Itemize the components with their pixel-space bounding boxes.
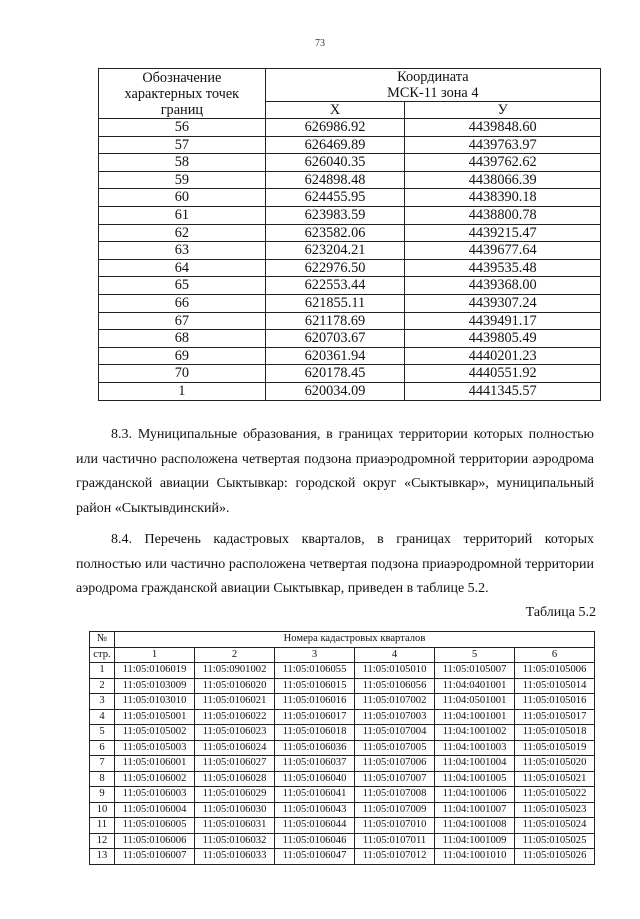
cadastral-number-cell: 11:05:0105006 xyxy=(515,663,595,679)
cadastral-number-cell: 11:05:0106036 xyxy=(275,740,355,756)
cadastral-number-cell: 11:05:0106047 xyxy=(275,849,355,865)
cad-row xyxy=(90,802,595,818)
x-coordinate-cell: 623204.21 xyxy=(265,242,405,260)
coord-row xyxy=(99,259,601,277)
cadastral-number-cell: 11:05:0107002 xyxy=(355,694,435,710)
cadastral-number-cell: 11:05:0107009 xyxy=(355,802,435,818)
point-number-cell: 68 xyxy=(99,330,266,348)
cad-row xyxy=(90,709,595,725)
y-coordinate-cell: 4438800.78 xyxy=(405,206,601,224)
cadastral-number-cell: 11:05:0105024 xyxy=(515,818,595,834)
cadastral-number-cell: 11:05:0106017 xyxy=(275,709,355,725)
x-coordinate-cell: 626469.89 xyxy=(265,136,405,154)
cadastral-number-cell: 11:05:0106037 xyxy=(275,756,355,772)
cadastral-number-cell: 11:05:0105017 xyxy=(515,709,595,725)
cadastral-number-cell: 11:05:0106003 xyxy=(115,787,195,803)
coord-row xyxy=(99,312,601,330)
y-coordinate-cell: 4439763.97 xyxy=(405,136,601,154)
cadastral-number-cell: 11:05:0105019 xyxy=(515,740,595,756)
point-number-cell: 1 xyxy=(99,382,266,400)
cadastral-number-cell: 11:05:0106002 xyxy=(115,771,195,787)
cadastral-number-cell: 11:05:0901002 xyxy=(195,663,275,679)
coordinates-table xyxy=(98,68,601,401)
cadastral-number-cell: 11:05:0106046 xyxy=(275,833,355,849)
y-coordinate-cell: 4439677.64 xyxy=(405,242,601,260)
row-number-cell: 2 xyxy=(90,678,115,694)
y-coordinate-cell: 4438066.39 xyxy=(405,171,601,189)
point-number-cell: 67 xyxy=(99,312,266,330)
cadastral-number-cell: 11:04:1001002 xyxy=(435,725,515,741)
cadastral-number-cell: 11:05:0106016 xyxy=(275,694,355,710)
point-number-cell: 65 xyxy=(99,277,266,295)
cadastral-number-cell: 11:04:1001008 xyxy=(435,818,515,834)
cadastral-number-cell: 11:05:0106028 xyxy=(195,771,275,787)
cadastral-number-cell: 11:05:0105022 xyxy=(515,787,595,803)
cadastral-number-cell: 11:05:0107005 xyxy=(355,740,435,756)
column-number-cell: 2 xyxy=(195,647,275,663)
cadastral-number-cell: 11:05:0106030 xyxy=(195,802,275,818)
point-number-cell: 60 xyxy=(99,189,266,207)
row-number-cell: 11 xyxy=(90,818,115,834)
cadastral-number-cell: 11:05:0105021 xyxy=(515,771,595,787)
y-coordinate-cell: 4440201.23 xyxy=(405,347,601,365)
cadastral-number-cell: 11:04:1001009 xyxy=(435,833,515,849)
coord-row xyxy=(99,347,601,365)
cadastral-number-cell: 11:05:0105003 xyxy=(115,740,195,756)
coord-row xyxy=(99,189,601,207)
y-coordinate-cell: 4439805.49 xyxy=(405,330,601,348)
cadastral-number-cell: 11:05:0106022 xyxy=(195,709,275,725)
cad-row xyxy=(90,833,595,849)
point-number-cell: 64 xyxy=(99,259,266,277)
cadastral-number-cell: 11:05:0106015 xyxy=(275,678,355,694)
cadastral-number-cell: 11:05:0105023 xyxy=(515,802,595,818)
table-caption: Таблица 5.2 xyxy=(525,605,596,620)
row-number-cell: 6 xyxy=(90,740,115,756)
x-coordinate-cell: 622553.44 xyxy=(265,277,405,295)
cadastral-number-cell: 11:05:0107007 xyxy=(355,771,435,787)
x-coordinate-cell: 624455.95 xyxy=(265,189,405,207)
cadastral-number-cell: 11:05:0105001 xyxy=(115,709,195,725)
cadastral-number-cell: 11:05:0105025 xyxy=(515,833,595,849)
cadastral-number-cell: 11:05:0106027 xyxy=(195,756,275,772)
point-number-cell: 56 xyxy=(99,119,266,137)
cadastral-number-cell: 11:05:0107006 xyxy=(355,756,435,772)
point-number-cell: 69 xyxy=(99,347,266,365)
cad-column-numbers-row xyxy=(90,647,595,663)
cadastral-number-cell: 11:04:0501001 xyxy=(435,694,515,710)
column-number-cell: 6 xyxy=(515,647,595,663)
column-number-cell: 4 xyxy=(355,647,435,663)
cadastral-number-cell: 11:05:0106041 xyxy=(275,787,355,803)
cadastral-number-cell: 11:04:0401001 xyxy=(435,678,515,694)
y-coordinate-cell: 4439307.24 xyxy=(405,294,601,312)
coord-header-row xyxy=(99,69,601,102)
header-y: У xyxy=(405,102,601,119)
point-number-cell: 63 xyxy=(99,242,266,260)
cadastral-number-cell: 11:05:0106031 xyxy=(195,818,275,834)
point-number-cell: 57 xyxy=(99,136,266,154)
x-coordinate-cell: 621178.69 xyxy=(265,312,405,330)
x-coordinate-cell: 624898.48 xyxy=(265,171,405,189)
cadastral-number-cell: 11:04:1001003 xyxy=(435,740,515,756)
header-point-line-3: границ xyxy=(160,102,203,118)
cad-row xyxy=(90,849,595,865)
coord-row xyxy=(99,171,601,189)
cadastral-number-cell: 11:04:1001001 xyxy=(435,709,515,725)
cadastral-number-cell: 11:05:0105007 xyxy=(435,663,515,679)
row-number-cell: 3 xyxy=(90,694,115,710)
x-coordinate-cell: 620703.67 xyxy=(265,330,405,348)
column-number-cell: 3 xyxy=(275,647,355,663)
cad-header-row xyxy=(90,632,595,648)
cadastral-number-cell: 11:05:0105018 xyxy=(515,725,595,741)
x-coordinate-cell: 622976.50 xyxy=(265,259,405,277)
row-number-cell: 4 xyxy=(90,709,115,725)
y-coordinate-cell: 4441345.57 xyxy=(405,382,601,400)
header-point-line-2: характерных точек xyxy=(124,86,240,102)
y-coordinate-cell: 4439368.00 xyxy=(405,277,601,295)
cadastral-number-cell: 11:04:1001007 xyxy=(435,802,515,818)
cadastral-number-cell: 11:05:0106055 xyxy=(275,663,355,679)
y-coordinate-cell: 4439762.62 xyxy=(405,154,601,172)
cadastral-number-cell: 11:05:0106043 xyxy=(275,802,355,818)
cadastral-number-cell: 11:05:0105020 xyxy=(515,756,595,772)
coord-row xyxy=(99,119,601,137)
cadastral-number-cell: 11:05:0106018 xyxy=(275,725,355,741)
coord-row xyxy=(99,206,601,224)
coord-row xyxy=(99,154,601,172)
coord-row xyxy=(99,277,601,295)
cad-row xyxy=(90,771,595,787)
header-x: X xyxy=(265,102,405,119)
cadastral-number-cell: 11:05:0103009 xyxy=(115,678,195,694)
column-number-cell: 1 xyxy=(115,647,195,663)
coord-row xyxy=(99,224,601,242)
header-coordinate-line-2: МСК-11 зона 4 xyxy=(387,85,479,101)
header-row-number-label: стр. xyxy=(90,647,115,663)
cadastral-number-cell: 11:05:0106040 xyxy=(275,771,355,787)
cad-row xyxy=(90,787,595,803)
row-number-cell: 9 xyxy=(90,787,115,803)
point-number-cell: 66 xyxy=(99,294,266,312)
cadastral-number-cell: 11:05:0106007 xyxy=(115,849,195,865)
coord-row xyxy=(99,330,601,348)
row-number-cell: 10 xyxy=(90,802,115,818)
cadastral-number-cell: 11:05:0106044 xyxy=(275,818,355,834)
coord-row xyxy=(99,136,601,154)
x-coordinate-cell: 623582.06 xyxy=(265,224,405,242)
header-cadastral-title: Номера кадастровых кварталов xyxy=(115,632,595,648)
cadastral-number-cell: 11:05:0106033 xyxy=(195,849,275,865)
cadastral-number-cell: 11:05:0107010 xyxy=(355,818,435,834)
cadastral-number-cell: 11:05:0105014 xyxy=(515,678,595,694)
point-number-cell: 58 xyxy=(99,154,266,172)
cadastral-number-cell: 11:05:0106001 xyxy=(115,756,195,772)
header-coordinate-line-1: Координата xyxy=(397,69,469,85)
point-number-cell: 62 xyxy=(99,224,266,242)
header-coordinate xyxy=(265,69,600,102)
cad-row xyxy=(90,678,595,694)
x-coordinate-cell: 621855.11 xyxy=(265,294,405,312)
y-coordinate-cell: 4439535.48 xyxy=(405,259,601,277)
cadastral-number-cell: 11:05:0103010 xyxy=(115,694,195,710)
cadastral-number-cell: 11:05:0105002 xyxy=(115,725,195,741)
cad-row xyxy=(90,740,595,756)
x-coordinate-cell: 626986.92 xyxy=(265,119,405,137)
cadastral-number-cell: 11:05:0106032 xyxy=(195,833,275,849)
coord-row xyxy=(99,365,601,383)
cadastral-number-cell: 11:04:1001004 xyxy=(435,756,515,772)
x-coordinate-cell: 626040.35 xyxy=(265,154,405,172)
cadastral-number-cell: 11:05:0107011 xyxy=(355,833,435,849)
row-number-cell: 12 xyxy=(90,833,115,849)
y-coordinate-cell: 4439491.17 xyxy=(405,312,601,330)
point-number-cell: 59 xyxy=(99,171,266,189)
coord-row xyxy=(99,382,601,400)
row-number-cell: 8 xyxy=(90,771,115,787)
cadastral-number-cell: 11:05:0106005 xyxy=(115,818,195,834)
cadastral-number-cell: 11:05:0105016 xyxy=(515,694,595,710)
x-coordinate-cell: 620178.45 xyxy=(265,365,405,383)
cadastral-number-cell: 11:05:0105010 xyxy=(355,663,435,679)
cadastral-quarters-table xyxy=(89,631,595,865)
cadastral-number-cell: 11:05:0105026 xyxy=(515,849,595,865)
cadastral-number-cell: 11:04:1001006 xyxy=(435,787,515,803)
y-coordinate-cell: 4439848.60 xyxy=(405,119,601,137)
row-number-cell: 13 xyxy=(90,849,115,865)
header-point-line-1: Обозначение xyxy=(142,70,222,86)
row-number-cell: 1 xyxy=(90,663,115,679)
y-coordinate-cell: 4440551.92 xyxy=(405,365,601,383)
cad-row xyxy=(90,818,595,834)
cadastral-number-cell: 11:05:0107012 xyxy=(355,849,435,865)
cadastral-number-cell: 11:05:0106020 xyxy=(195,678,275,694)
cadastral-number-cell: 11:04:1001005 xyxy=(435,771,515,787)
point-number-cell: 70 xyxy=(99,365,266,383)
column-number-cell: 5 xyxy=(435,647,515,663)
cadastral-number-cell: 11:05:0106056 xyxy=(355,678,435,694)
cadastral-number-cell: 11:05:0106021 xyxy=(195,694,275,710)
cad-row xyxy=(90,725,595,741)
cad-row xyxy=(90,663,595,679)
cadastral-number-cell: 11:05:0106024 xyxy=(195,740,275,756)
cadastral-number-cell: 11:05:0106004 xyxy=(115,802,195,818)
x-coordinate-cell: 623983.59 xyxy=(265,206,405,224)
cadastral-number-cell: 11:05:0106029 xyxy=(195,787,275,803)
coord-row xyxy=(99,294,601,312)
cadastral-number-cell: 11:05:0106023 xyxy=(195,725,275,741)
paragraph-8-4: 8.4. Перечень кадастровых кварталов, в границах территорий которых полностью или частично расположена четвертая подзона приаэродромной территории аэродрома гражданской авиации Сыктывкар, приведен в таблице 5.2. xyxy=(76,532,594,596)
cad-row xyxy=(90,694,595,710)
y-coordinate-cell: 4438390.18 xyxy=(405,189,601,207)
point-number-cell: 61 xyxy=(99,206,266,224)
cadastral-number-cell: 11:05:0107008 xyxy=(355,787,435,803)
row-number-cell: 7 xyxy=(90,756,115,772)
cadastral-number-cell: 11:04:1001010 xyxy=(435,849,515,865)
cadastral-number-cell: 11:05:0107003 xyxy=(355,709,435,725)
cadastral-number-cell: 11:05:0106019 xyxy=(115,663,195,679)
cad-row xyxy=(90,756,595,772)
page-number: 73 xyxy=(315,38,325,49)
cadastral-number-cell: 11:05:0107004 xyxy=(355,725,435,741)
header-row-number-symbol: № xyxy=(90,632,115,648)
x-coordinate-cell: 620361.94 xyxy=(265,347,405,365)
paragraph-8-3: 8.3. Муниципальные образования, в границах территории которых полностью или частично расположена четвертая подзона приаэродромной территории аэродрома гражданской авиации Сыктывкар: городской округ «Сыктывкар», муниципальный район «Сыктывдинский». xyxy=(76,427,594,516)
row-number-cell: 5 xyxy=(90,725,115,741)
header-point-designation xyxy=(99,69,266,119)
coord-row xyxy=(99,242,601,260)
x-coordinate-cell: 620034.09 xyxy=(265,382,405,400)
y-coordinate-cell: 4439215.47 xyxy=(405,224,601,242)
cadastral-number-cell: 11:05:0106006 xyxy=(115,833,195,849)
